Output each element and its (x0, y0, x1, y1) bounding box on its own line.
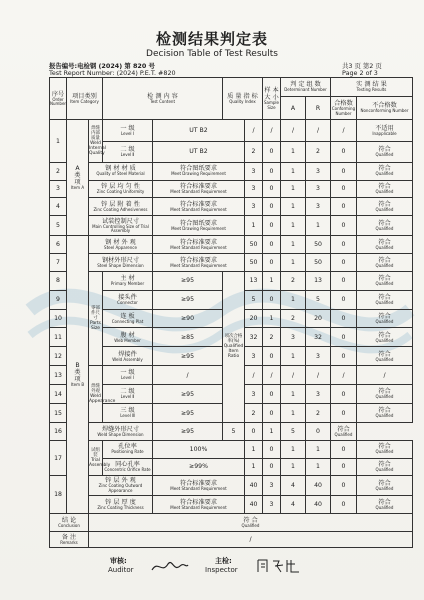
table-row: 11 腹 材 Web Member ≥85 32 2 3 32 0 符合 Qualified (50, 328, 413, 347)
category-a: A 类 项 Item A (67, 120, 89, 236)
auditor-signature (150, 556, 190, 576)
table-row: 7 钢材外形尺寸 Steel Shape Dimension 符合标准要求 Meet Standard Requirement 50 0 1 50 0 符合 Qualified (50, 253, 413, 271)
table-row: 18 锌 层 外 观 Zinc Coating Outward Appearance 符合标准要求 Meet Standard Requirement 40 3 4 40 0 符合 Qualified (50, 476, 413, 495)
header-testing-results: 实 测 结 果 Testing Results (331, 78, 413, 97)
header-sample: 样 本 大 小 Sample Size (263, 78, 281, 120)
header-determinant: 判 定 组 数 Determinant Number (281, 78, 331, 97)
remarks-row: 备 注 Remarks / (50, 532, 413, 548)
table-row: 锌 层 厚 度 Zinc Coating Thickness 符合标准要求 Meet Standard Requirement 40 3 4 40 0 符合 Qualified (50, 495, 413, 514)
title-en: Decision Table of Test Results (146, 49, 278, 59)
report-number-cn: 报告编号:电检钢 (2024) 第 820 号 (49, 62, 155, 70)
table-row: 17 试组装 Trial Assembly 孔位率 Positioning Rate 100% 1 0 1 1 0 符合 Qualified (50, 440, 413, 458)
header-quality-index: 质 量 指 标 Quality Index (223, 78, 263, 120)
header-ac: A (281, 97, 306, 120)
auditor-label: 审核: (110, 557, 127, 565)
table-row: 2 钢 材 材 质 Quality of Steel Material 符合图纸要求 Meet Drawing Requirement 3 0 1 3 0 符合 Qualified (50, 162, 413, 180)
category-b: B 类 项 Item B (67, 236, 89, 514)
report-number-en: Test Report Number: (2024) P.E.T. #820 (49, 69, 176, 77)
conclusion-row: 结 论 Conclusion 符 合 Qualified (50, 514, 413, 532)
table-row: 同心孔率 Concentric Orifice Rate ≥99% 1 0 1 1 0 符合 Qualified (50, 458, 413, 476)
trial-assembly: 试组装 Trial Assembly (89, 440, 103, 476)
weld-internal-quality: 焊缝内部质量 Weld Internal Quality (89, 120, 103, 162)
page-count-en: Page 2 of 3 (342, 69, 378, 77)
table-row: 4 锌 层 附 着 性 Zinc Coating Adhesiveness 符合标准要求 Meet Standard Requirement 3 0 1 3 0 符合 Qualified (50, 198, 413, 216)
results-table (49, 77, 413, 548)
table-row: 14 二 级 Level Ⅱ ≥95 3 0 1 3 0 符合 Qualified (50, 385, 413, 404)
header-re: R (306, 97, 331, 120)
header-conforming: 合格数 Conforming Number (331, 97, 357, 120)
auditor-label-en: Auditor (108, 566, 134, 574)
table-row: 5 试装控制尺寸 Main Controlling Size of Trial Assembly 符合图纸要求 Meet Drawing Requirement 1 0 1 1 0 符合 Qualified (50, 216, 413, 236)
inspector-label: 主检: (215, 557, 232, 565)
header-nonconforming: 不合格数 Nonconforming Number (357, 97, 413, 120)
table-row: 10 连 板 Connecting Plat ≥90 20 1 2 20 0 符合 Qualified (50, 309, 413, 328)
table-row: 二 级 Level Ⅱ UT B2 2 0 1 2 0 符合 Qualified (50, 141, 413, 162)
inspector-label-en: Inspector (205, 566, 238, 574)
table-row: 3 锌 层 均 匀 性 Zinc Coating Uniformity 符合标准要求 Meet Standard Requirement 3 0 1 3 0 符合 Qualified (50, 180, 413, 198)
table-row: 12 焊接件 Weld Assembly ≥95 3 0 1 3 0 符合 Qualified (50, 347, 413, 366)
header-content: 检 测 内 容 Test Content (103, 78, 223, 120)
weld-appearance: 焊缝外观 Weld Appearance (89, 366, 103, 423)
table-row: 1 A 类 项 Item A 焊缝内部质量 Weld Internal Quality 一 级 Level Ⅰ UT B2 / / / / / 不适用 Inapplicable (50, 120, 413, 141)
conclusion-value: 符 合 Qualified (89, 514, 413, 532)
table-row: 16 焊缝外形尺寸 Weld Shape Dimension ≥95 5 0 1 5 0 符合 Qualified (50, 423, 413, 441)
parts-size: 零部件尺寸 Parts Size (89, 271, 103, 366)
header-order: 序号 Order Number (50, 78, 67, 120)
table-row: 8 零部件尺寸 Parts Size 主 材 Primary Member ≥95 项次合格率(%) Qualified Item Ratio 13 1 2 13 0 符合 Qualified (50, 271, 413, 290)
qualified-item-ratio: 项次合格率(%) Qualified Item Ratio (223, 271, 245, 422)
inspector-signature (255, 556, 305, 576)
remarks-value: / (89, 532, 413, 548)
table-row: 9 接头件 Connector ≥95 5 0 1 5 0 符合 Qualified (50, 290, 413, 309)
page-count-cn: 共3 页 第2 页 (342, 62, 382, 70)
header-category: 项目类别 Item Category (67, 78, 103, 120)
table-row: 13 焊缝外观 Weld Appearance 一 级 Level Ⅰ / / / / / / / (50, 366, 413, 385)
table-row: 6 B 类 项 Item B 钢 材 外 观 Steel Apparence 符合标准要求 Meet Standard Requirement 50 0 1 50 0 符合 Qualified (50, 236, 413, 254)
table-row: 15 三 级 Level Ⅲ ≥95 2 0 1 2 0 符合 Qualified (50, 404, 413, 423)
title-cn: 检测结果判定表 (155, 30, 268, 48)
